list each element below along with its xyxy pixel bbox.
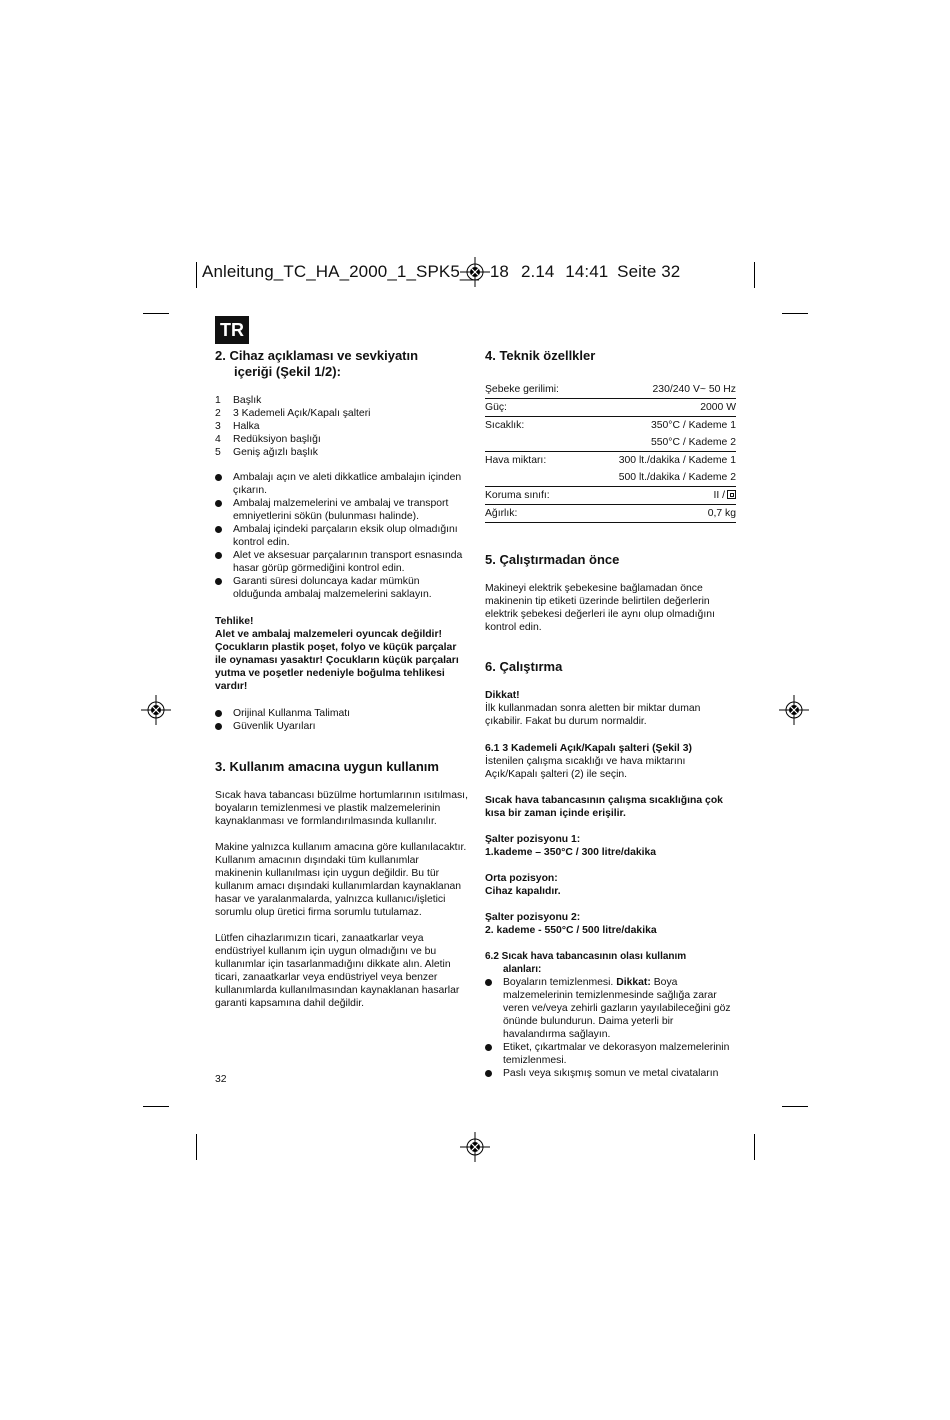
header-time: 14:41 xyxy=(565,262,609,281)
table-row: Şebeke gerilimi: 230/240 V~ 50 Hz xyxy=(485,381,736,399)
bullet-item: Paslı veya sıkışmış somun ve metal civataların xyxy=(485,1067,736,1080)
left-column xyxy=(215,348,469,1010)
section-3-title: 3. Kullanım amacına uygun kullanım xyxy=(215,759,439,774)
crop-mark xyxy=(782,313,808,314)
usage-list xyxy=(485,976,736,1080)
bullet-item: Etiket, çıkartmalar ve dekorasyon malzemelerinin temizlenmesi. xyxy=(485,1041,736,1067)
subsection-6-1-title: 6.1 3 Kademeli Açık/Kapalı şalteri (Şekil 3) xyxy=(485,743,692,754)
bullet-item: Garanti süresi doluncaya kadar mümkün olduğunda ambalaj malzemelerini saklayın. xyxy=(215,575,469,601)
switch-position-middle: Orta pozisyon: Cihaz kapalıdır. xyxy=(485,873,561,897)
protection-class-icon xyxy=(727,490,736,499)
subsection-6-1-text: İstenilen çalışma sıcaklığı ve hava miktarını Açık/Kapalı şalteri (2) ile seçin. xyxy=(485,756,686,780)
danger-text: Alet ve ambalaj malzemeleri oyuncak değildir! Çocukların plastik poşet, folyo ve küçük parçalar ile oynaması yasaktır! Çocukların küçük parçaları yutma ve poşetler nedeniyle boğulma tehlikesi vardır! xyxy=(215,629,459,692)
bullet-item: Güvenlik Uyarıları xyxy=(215,720,469,733)
section-3-paragraph: Makine yalnızca kullanım amacına göre kullanılacaktır. Kullanım amacının dışındaki tüm kullanımlar makinenin kullanılması için uygun değildir. Bu tür kullanım amacı dışındaki kullanımlardan kaynaklanan hasar ve yaralanmalarda, yalnızca kullanıcı/işletici sorumlu olup üretici firma sorumlu tutulamaz. xyxy=(215,842,467,918)
table-row: Hava miktarı: 300 lt./dakika / Kademe 1 xyxy=(485,455,736,466)
section-3-paragraph: Lütfen cihazlarımızın ticari, zanaatkarlar veya endüstriyel kullanım için uygun olmadığını ve bu kullanımlar için tasarlanmadığını dikkate alın. Aletin ticari, zanaatkarlar veya endüstriyel veya benzer kullanımlarda kullanılmasından kaynaklanan hasarlar garanti kapsamına dahil değildir. xyxy=(215,933,460,1009)
spec-table xyxy=(485,381,736,523)
section-4-title: 4. Teknik özellkler xyxy=(485,348,596,363)
crop-mark xyxy=(196,262,197,288)
bullet-item: Ambalaj malzemelerini ve ambalaj ve transport emniyetlerini sökün (bulunması halinde). xyxy=(215,497,469,523)
parts-list xyxy=(215,394,469,459)
crop-mark xyxy=(143,1106,169,1107)
header-file: Anleitung_TC_HA_2000_1_SPK5__ xyxy=(202,262,479,281)
section-5-title: 5. Çalıştırmadan önce xyxy=(485,552,620,567)
crop-mark xyxy=(196,1134,197,1160)
list-item: 3 Halka xyxy=(215,421,260,432)
crop-mark xyxy=(754,262,755,288)
list-item: 4 Redüksiyon başlığı xyxy=(215,434,321,445)
bullet-item: Orijinal Kullanma Talimatı xyxy=(215,707,469,720)
section-6-title: 6. Çalıştırma xyxy=(485,659,563,674)
page-number: 32 xyxy=(215,1074,227,1085)
header-date-right: 2.14 xyxy=(520,262,555,281)
bullet-item: Ambalajı açın ve aleti dikkatlice ambalajın içinden çıkarın. xyxy=(215,471,469,497)
subsection-6-2-title: 6.2 Sıcak hava tabancasının olası kullanım alanları: xyxy=(485,951,687,975)
list-item: 2 3 Kademeli Açık/Kapalı şalteri xyxy=(215,408,371,419)
table-row: Ağırlık: 0,7 kg xyxy=(485,505,736,523)
list-item: 1 Başlık xyxy=(215,395,262,406)
attention-text: İlk kullanmadan sonra aletten bir miktar duman çıkabilir. Fakat bu durum normaldir. xyxy=(485,703,701,727)
bullet-item: Ambalaj içindeki parçaların eksik olup olmadığını kontrol edin. xyxy=(215,523,469,549)
section-5-paragraph: Makineyi elektrik şebekesine bağlamadan önce makinenin tip etiketi üzerinde belirtilen değerlerin elektrik şebekesi değerleri ile aynı olup olmadığını kontrol edin. xyxy=(485,583,715,633)
table-row: 550°C / Kademe 2 xyxy=(485,434,736,452)
table-row: Koruma sınıfı: II / xyxy=(485,487,736,505)
header-date-left: 18 xyxy=(489,262,509,281)
bullet-item: Boyaların temizlenmesi. Dikkat: Boya malzemelerinin temizlenmesinde sağlığa zarar veren ve/veya zehirli gazların yayılabileceğini göz önünde bulundurun. Daima yeterli bir havalandırma sağlayın. xyxy=(485,976,736,1041)
crop-mark xyxy=(754,1134,755,1160)
table-row: 500 lt./dakika / Kademe 2 xyxy=(485,469,736,487)
print-header xyxy=(202,262,680,282)
registration-mark-icon xyxy=(460,1132,490,1162)
switch-position-1: Şalter pozisyonu 1: 1.kademe – 350°C / 300 litre/dakika xyxy=(485,834,657,858)
docs-list xyxy=(215,707,469,733)
unpack-bullets xyxy=(215,471,469,601)
crop-mark xyxy=(143,313,169,314)
language-badge: TR xyxy=(215,316,249,344)
attention-title: Dikkat! xyxy=(485,690,520,701)
section-2-title: 2. Cihaz açıklaması ve sevkiyatın içeriği (Şekil 1/2): xyxy=(215,348,419,379)
registration-mark-icon xyxy=(779,695,809,725)
crop-mark xyxy=(782,1106,808,1107)
header-page: Seite 32 xyxy=(617,262,681,281)
list-item: 5 Geniş ağızlı başlık xyxy=(215,447,318,458)
danger-notice xyxy=(215,615,469,693)
switch-position-2: Şalter pozisyonu 2: 2. kademe - 550°C / 500 litre/dakika xyxy=(485,912,657,936)
section-3-paragraph: Sıcak hava tabancası büzülme hortumlarının ısıtılması, boyaların temizlenmesi ve plastik malzemelerinin kaynaklanması ve formlandırılmasında kullanılır. xyxy=(215,790,468,827)
table-row: Sıcaklık: 350°C / Kademe 1 xyxy=(485,420,736,431)
right-column xyxy=(485,348,736,1080)
registration-mark-icon xyxy=(141,695,171,725)
danger-title: Tehlike! xyxy=(215,616,254,627)
table-row: Güç: 2000 W xyxy=(485,399,736,417)
bullet-item: Alet ve aksesuar parçalarının transport esnasında hasar görüp görmediğini kontrol edin. xyxy=(215,549,469,575)
subsection-6-1-note: Sıcak hava tabancasının çalışma sıcaklığına çok kısa bir zaman içinde erişilir. xyxy=(485,795,723,819)
